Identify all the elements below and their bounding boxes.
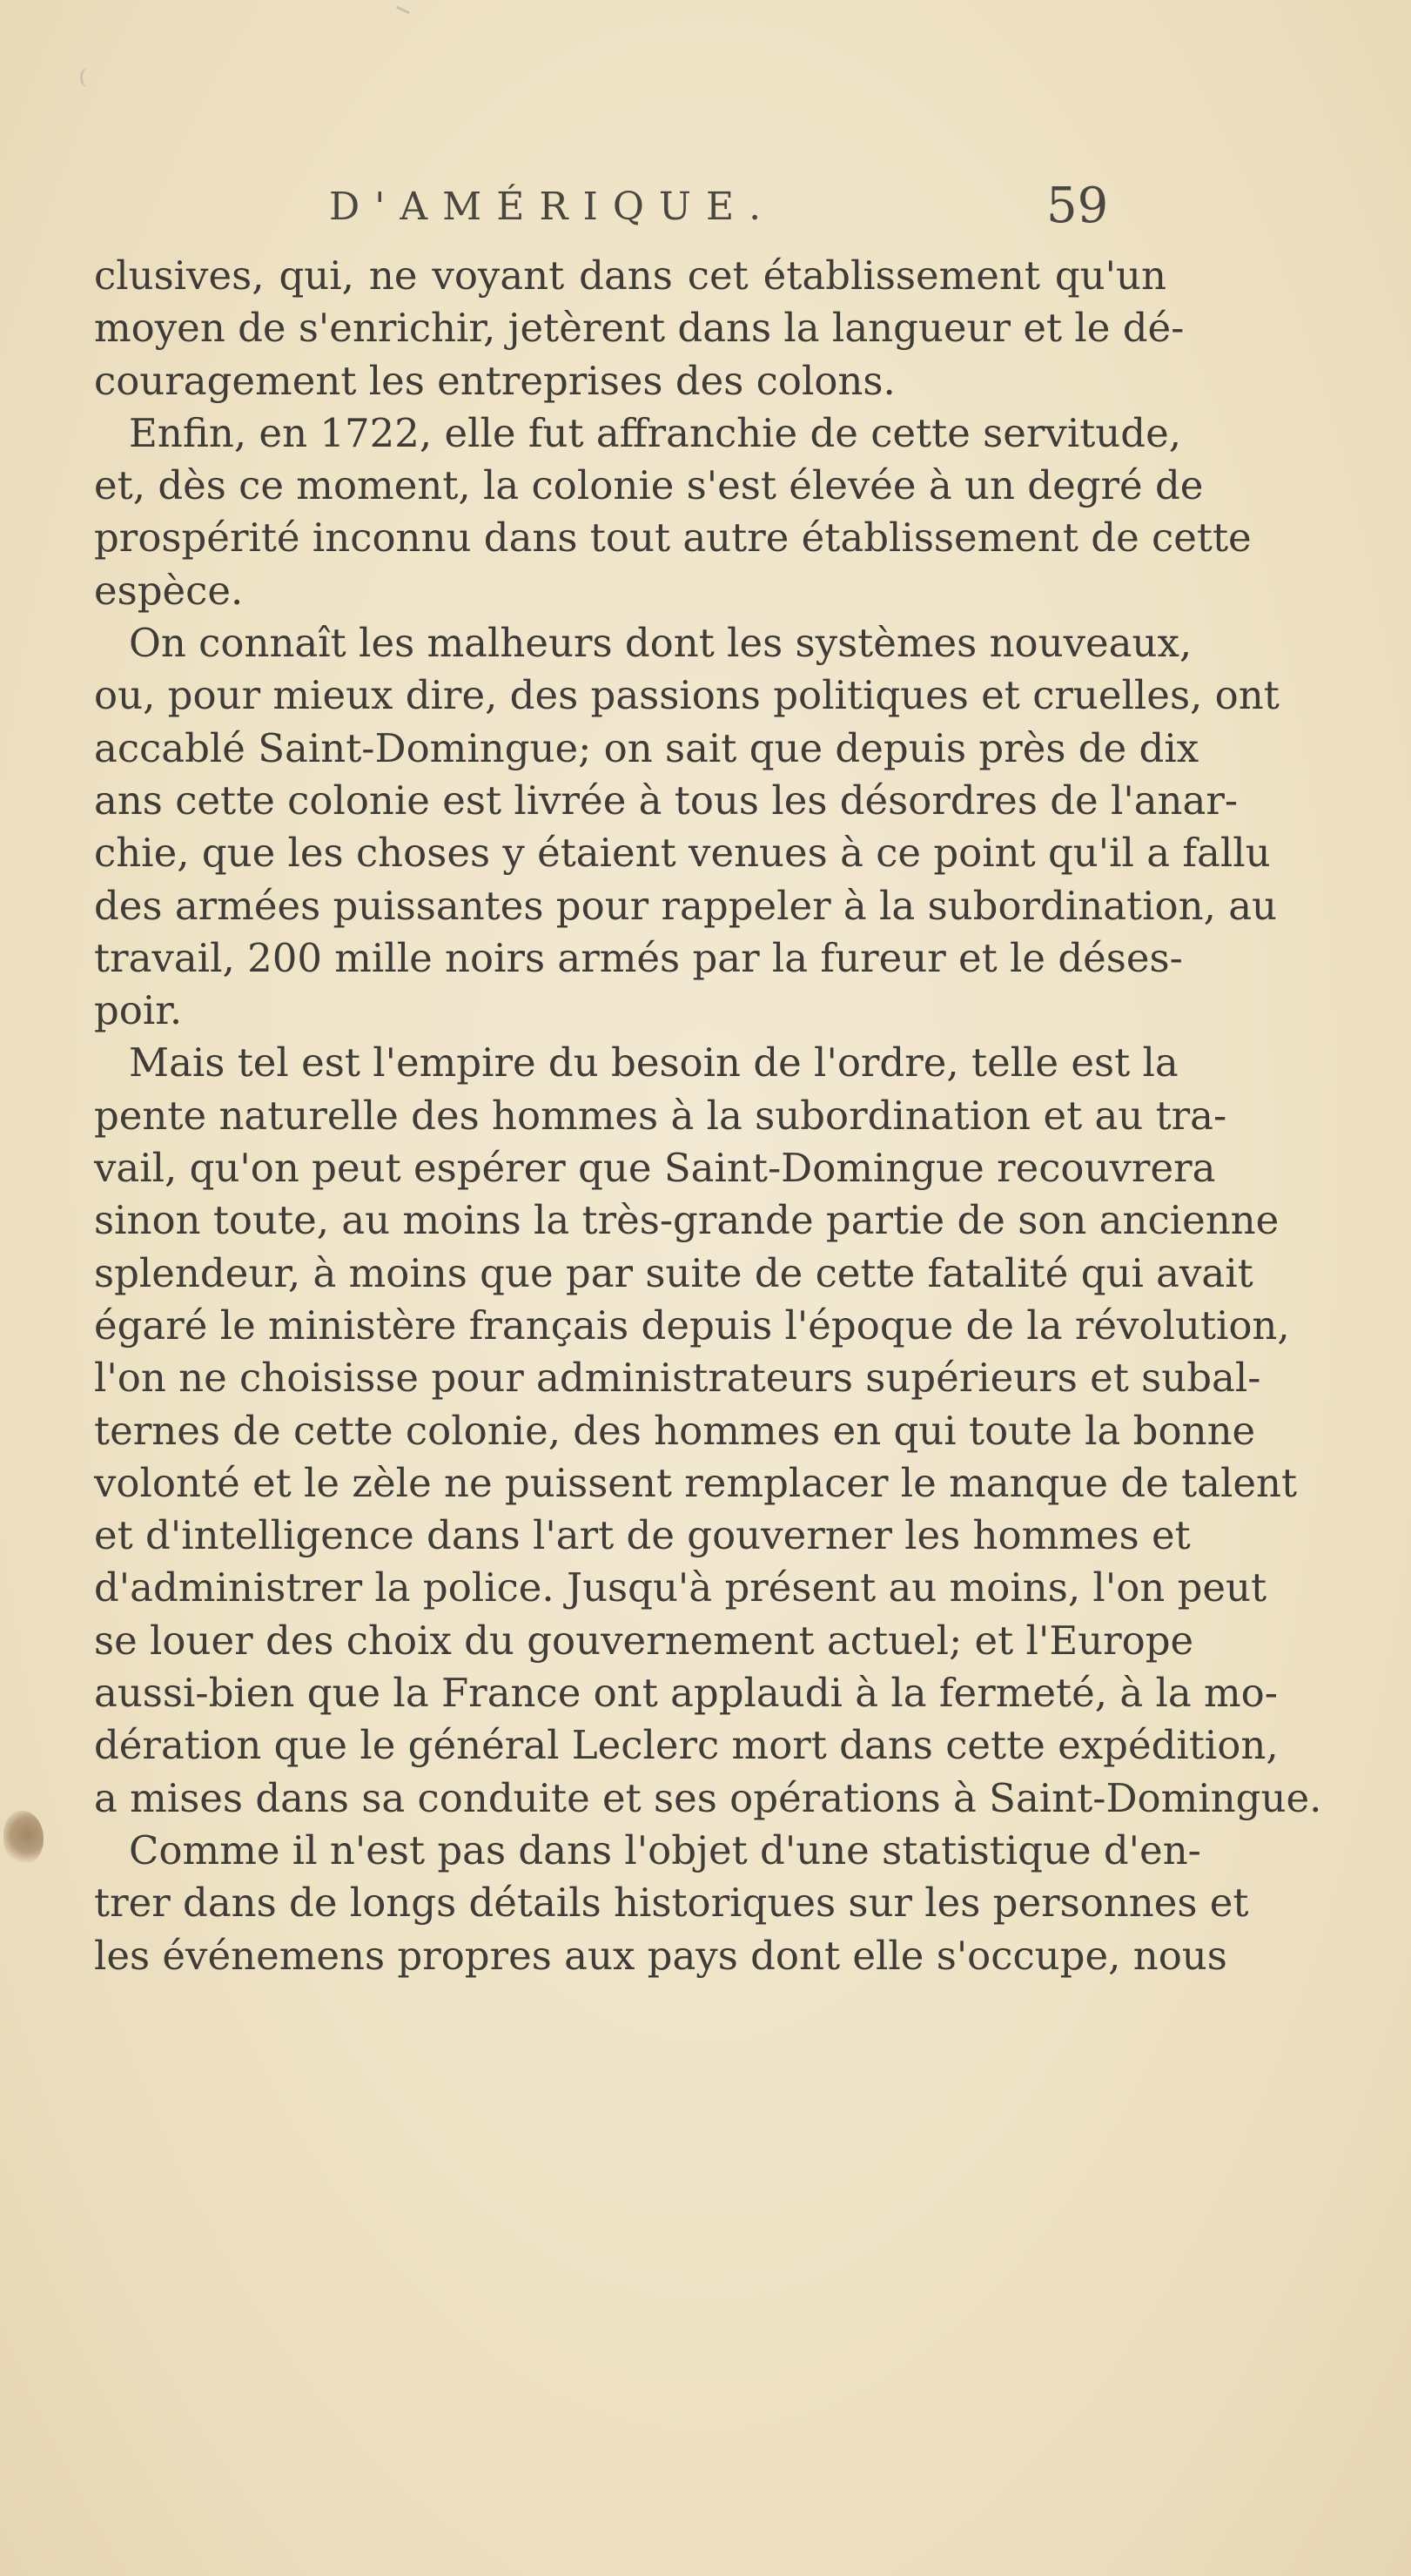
text-line: ternes de cette colonie, des hommes en qui toute la bonne: [94, 1407, 1256, 1454]
text-line: chie, que les choses y étaient venues à ce point qu'il a fallu: [94, 830, 1271, 877]
text-line: pente naturelle des hommes à la subordination et au tra-: [94, 1092, 1227, 1139]
running-title: D'AMÉRIQUE.: [329, 185, 776, 229]
paper-mark: [396, 6, 410, 14]
text-line: poir.: [94, 987, 183, 1034]
text-line: espèce.: [94, 567, 244, 614]
text-line: et, dès ce moment, la colonie s'est élevée à un degré de: [94, 462, 1204, 509]
text-line: se louer des choix du gouvernement actuel; et l'Europe: [94, 1617, 1194, 1664]
text-line: trer dans de longs détails historiques sur les personnes et: [94, 1880, 1249, 1927]
text-line: ou, pour mieux dire, des passions politiques et cruelles, ont: [94, 672, 1280, 719]
text-line: a mises dans sa conduite et ses opérations à Saint-Domingue.: [94, 1774, 1322, 1821]
text-line: prospérité inconnu dans tout autre établissement de cette: [94, 515, 1252, 562]
text-line: On connaît les malheurs dont les systèmes nouveaux,: [129, 620, 1193, 667]
text-line: moyen de s'enrichir, jetèrent dans la langueur et le dé-: [94, 305, 1185, 352]
ink-stain: [3, 1811, 44, 1865]
text-line: l'on ne choisisse pour administrateurs supérieurs et subal-: [94, 1355, 1261, 1402]
text-line: accablé Saint-Domingue; on sait que depuis près de dix: [94, 724, 1199, 771]
text-line: ans cette colonie est livrée à tous les désordres de l'anar-: [94, 777, 1239, 824]
text-line: des armées puissantes pour rappeler à la subordination, au: [94, 882, 1278, 929]
text-line: splendeur, à moins que par suite de cette fatalité qui avait: [94, 1249, 1253, 1296]
page-header: [0, 178, 1411, 237]
text-line: aussi-bien que la France ont applaudi à la fermeté, à la mo-: [94, 1670, 1278, 1717]
text-line: clusives, qui, ne voyant dans cet établissement qu'un: [94, 252, 1166, 299]
text-line: couragement les entreprises des colons.: [94, 357, 896, 404]
paper-blemish: [80, 68, 95, 87]
text-line: volonté et le zèle ne puissent remplacer le manque de talent: [94, 1459, 1298, 1506]
text-line: Mais tel est l'empire du besoin de l'ordre, telle est la: [129, 1039, 1179, 1086]
text-line: les événemens propres aux pays dont elle s'occupe, nous: [94, 1932, 1227, 1979]
body-text: [94, 250, 1322, 1982]
text-line: sinon toute, au moins la très-grande partie de son ancienne: [94, 1197, 1280, 1244]
text-line: d'administrer la police. Jusqu'à présent au moins, l'on peut: [94, 1564, 1267, 1611]
text-line: travail, 200 mille noirs armés par la fureur et le déses-: [94, 934, 1183, 981]
text-line: Comme il n'est pas dans l'objet d'une statistique d'en-: [129, 1826, 1201, 1873]
text-line: dération que le général Leclerc mort dans cette expédition,: [94, 1722, 1279, 1769]
text-line: égaré le ministère français depuis l'époque de la révolution,: [94, 1301, 1290, 1349]
page-number: 59: [1046, 178, 1109, 234]
text-line: et d'intelligence dans l'art de gouverner les hommes et: [94, 1512, 1191, 1559]
text-line: Enfin, en 1722, elle fut affranchie de cette servitude,: [129, 409, 1182, 456]
text-line: vail, qu'on peut espérer que Saint-Domingue recouvrera: [94, 1145, 1216, 1192]
